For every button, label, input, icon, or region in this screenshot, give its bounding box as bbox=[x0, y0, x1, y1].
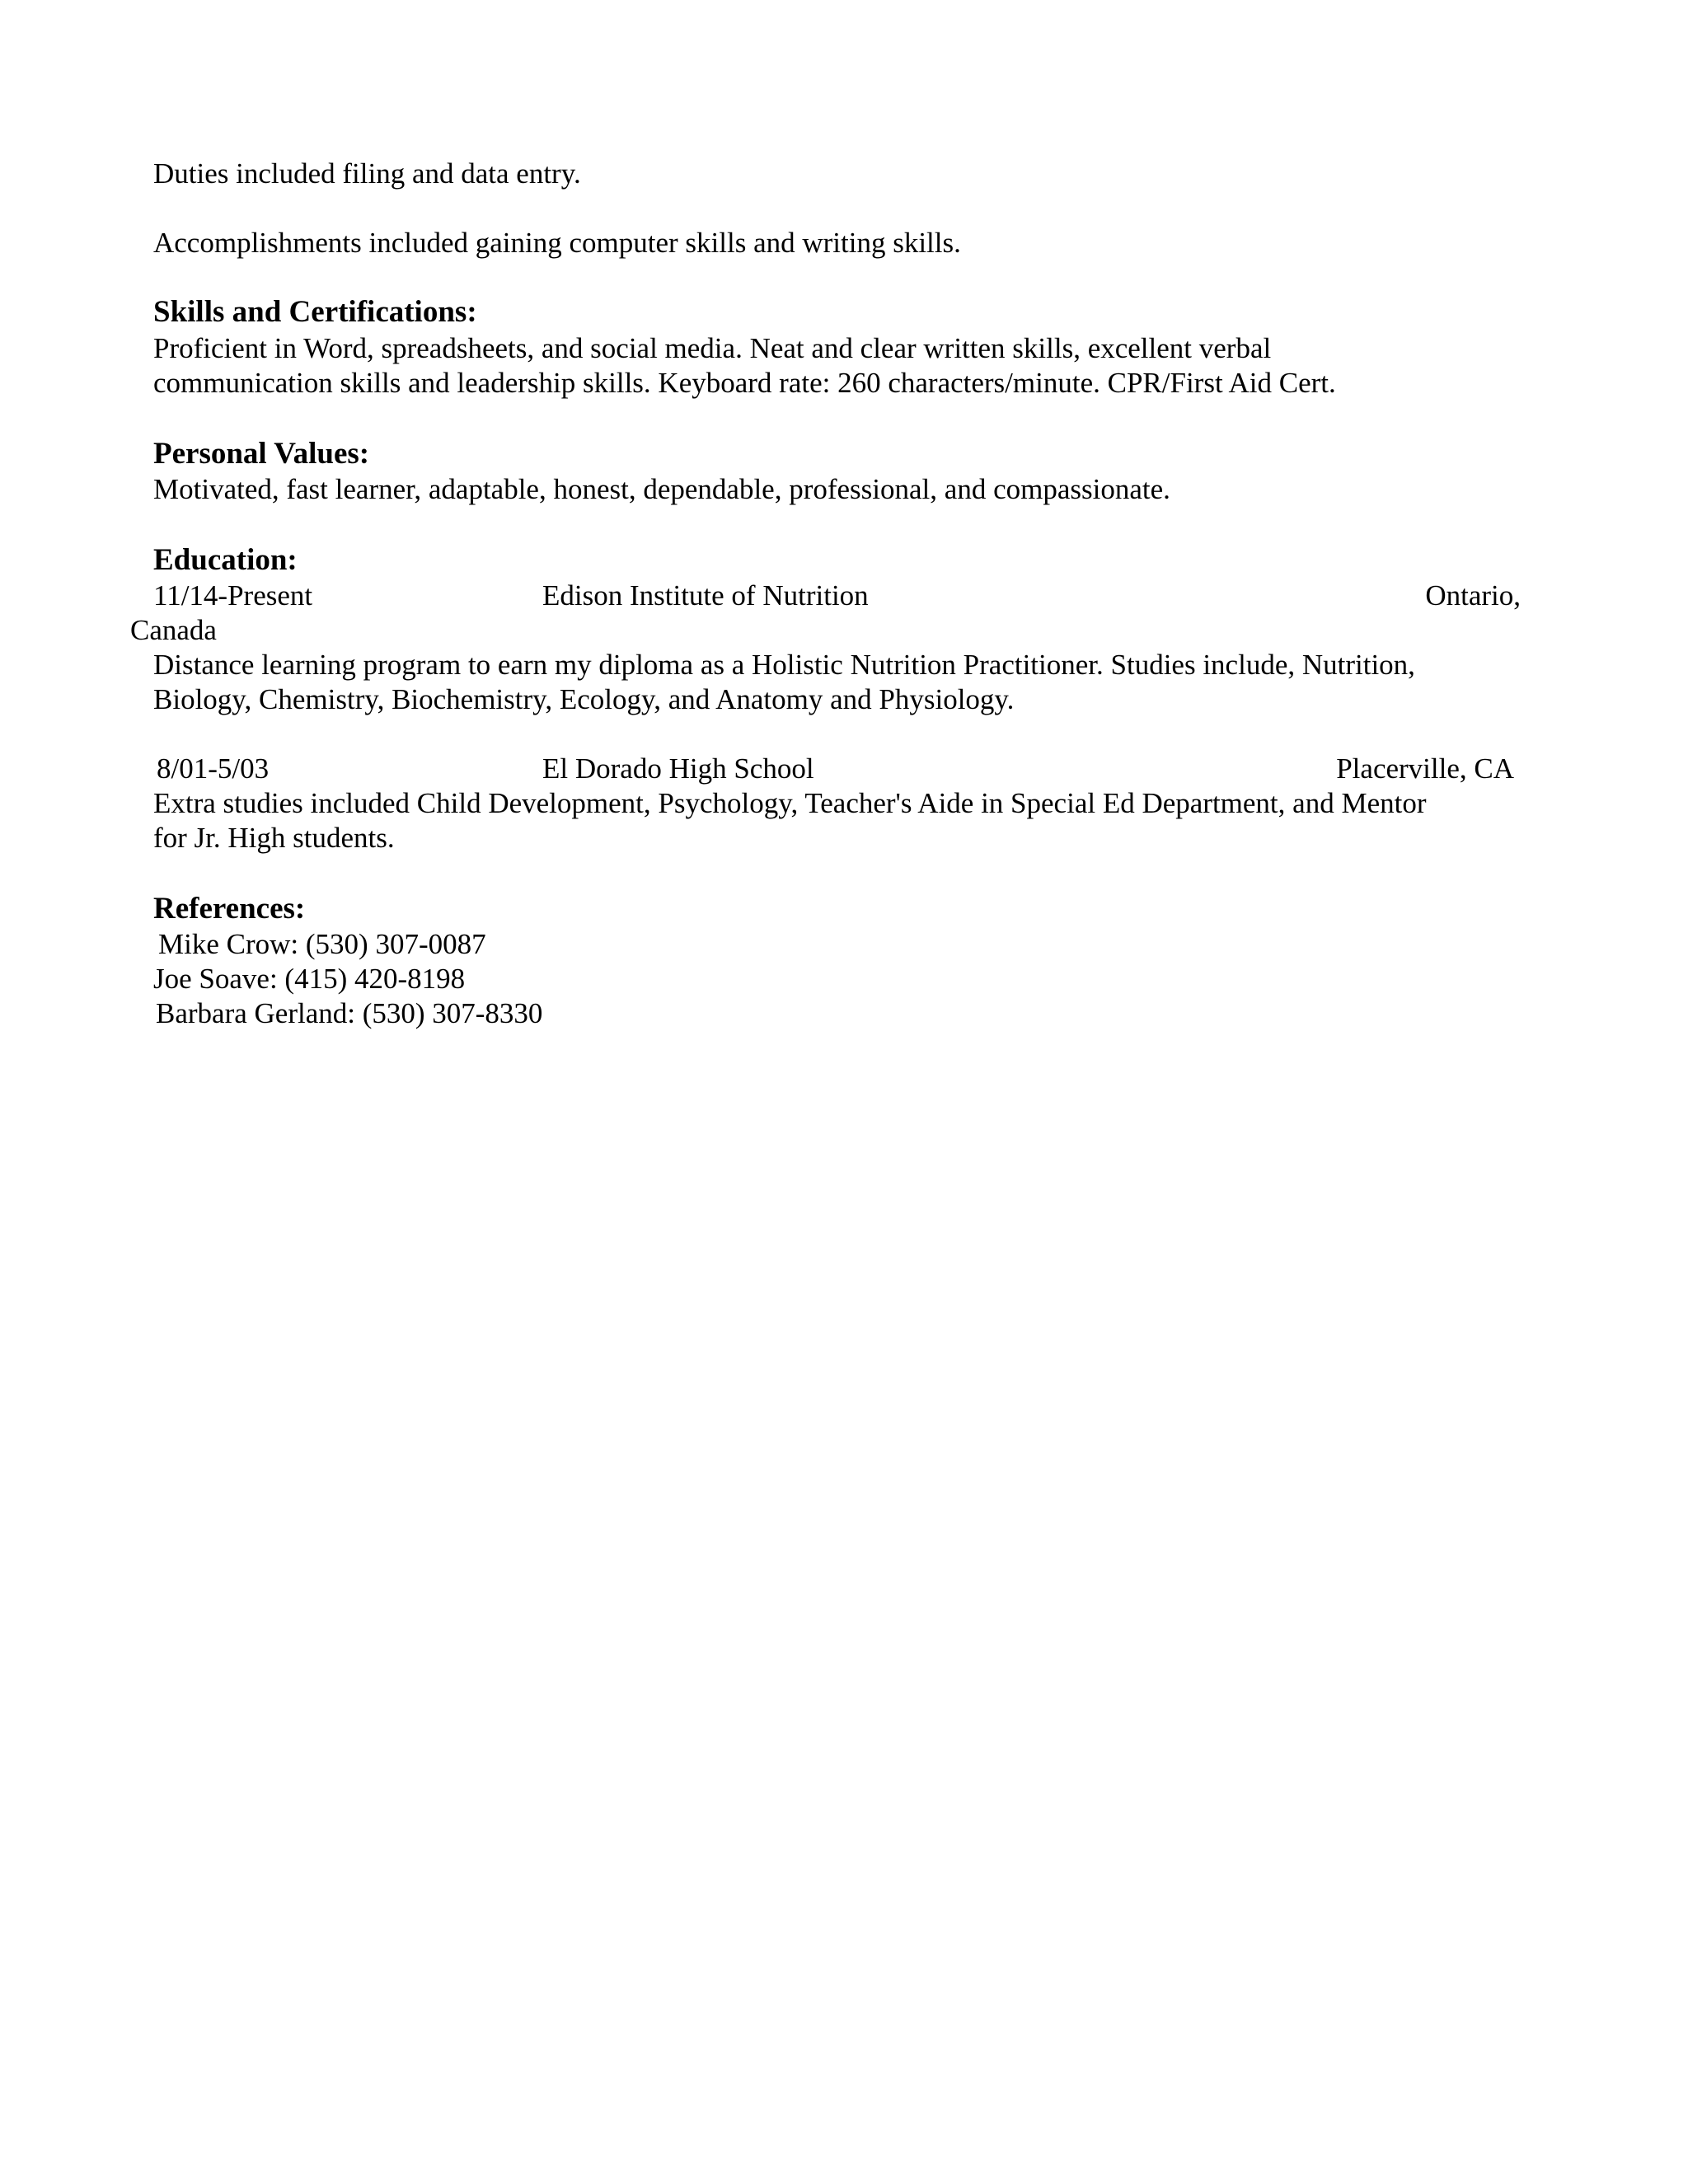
values-heading: Personal Values: bbox=[153, 437, 370, 471]
skills-heading: Skills and Certifications: bbox=[153, 295, 477, 329]
education-location-cont: Canada bbox=[130, 614, 217, 646]
education-desc-2: for Jr. High students. bbox=[153, 822, 395, 854]
education-location: Placerville, CA bbox=[1336, 752, 1514, 785]
education-school: El Dorado High School bbox=[542, 752, 814, 785]
education-dates: 11/14-Present bbox=[153, 579, 313, 612]
education-heading: Education: bbox=[153, 543, 298, 577]
education-school: Edison Institute of Nutrition bbox=[542, 579, 869, 612]
education-desc-2: Biology, Chemistry, Biochemistry, Ecology, and Anatomy and Physiology. bbox=[153, 683, 1015, 715]
reference-item: Mike Crow: (530) 307-0087 bbox=[158, 928, 486, 960]
duties-text: Duties included filing and data entry. bbox=[153, 157, 581, 190]
skills-line-2: communication skills and leadership skills. Keyboard rate: 260 characters/minute. CPR/First Aid Cert. bbox=[153, 367, 1336, 399]
reference-item: Joe Soave: (415) 420-8198 bbox=[153, 963, 466, 995]
education-location: Ontario, bbox=[1425, 579, 1521, 612]
values-text: Motivated, fast learner, adaptable, honest, dependable, professional, and compassionate. bbox=[153, 473, 1170, 505]
reference-item: Barbara Gerland: (530) 307-8330 bbox=[156, 997, 543, 1029]
education-desc-1: Extra studies included Child Development, Psychology, Teacher's Aide in Special Ed Department, and Mentor bbox=[153, 787, 1427, 819]
education-desc-1: Distance learning program to earn my diploma as a Holistic Nutrition Practitioner. Studies include, Nutrition, bbox=[153, 649, 1415, 681]
references-heading: References: bbox=[153, 892, 306, 926]
accomplishments-text: Accomplishments included gaining computer skills and writing skills. bbox=[153, 227, 961, 259]
education-dates: 8/01-5/03 bbox=[157, 752, 270, 785]
skills-line-1: Proficient in Word, spreadsheets, and social media. Neat and clear written skills, excellent verbal bbox=[153, 332, 1272, 364]
